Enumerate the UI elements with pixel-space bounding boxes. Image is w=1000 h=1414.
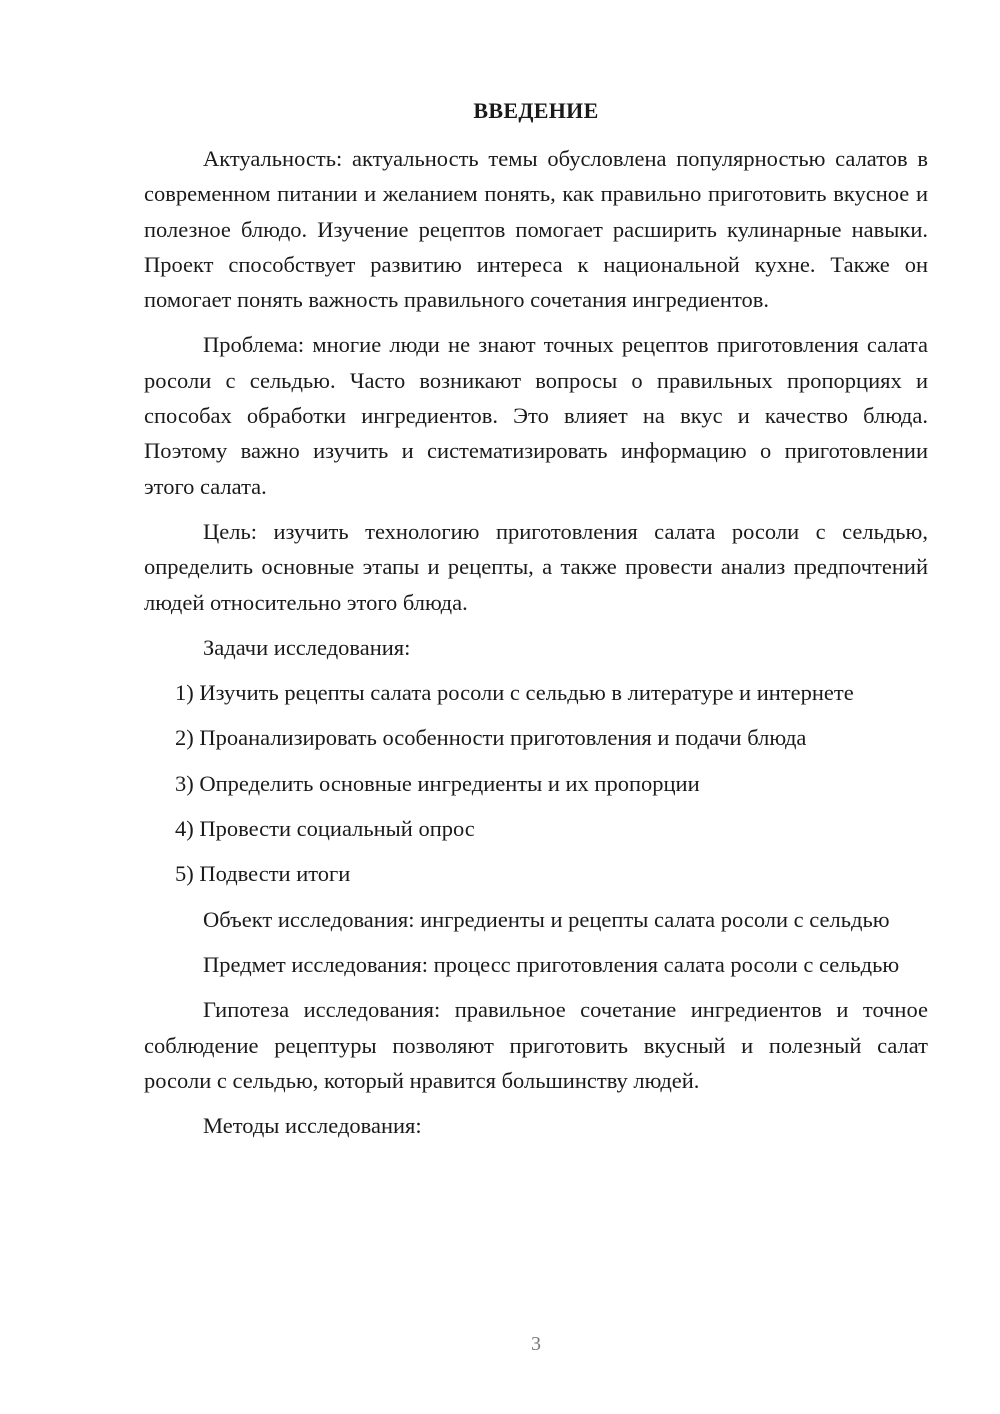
list-item: 2) Проанализировать особенности приготовления и подачи блюда xyxy=(175,725,807,751)
page-number: 3 xyxy=(531,1333,541,1355)
tasks-heading: Задачи исследования: xyxy=(203,634,411,660)
paragraph-object: Объект исследования: ингредиенты и рецепты салата росоли с сельдью xyxy=(203,906,890,932)
paragraph-hypothesis: Гипотеза исследования: правильное сочетание ингредиентов и точное соблюдение рецептуры позволяют приготовить вкусный и полезный салат росоли с сельдью, который нравится большинству людей. xyxy=(144,997,928,1093)
document-body xyxy=(144,141,928,1153)
paragraph-relevance: Актуальность: актуальность темы обусловлена популярностью салатов в современном питании и желанием понять, как правильно приготовить вкусное и полезное блюдо. Изучение рецептов помогает расширить кулинарные навыки. Проект способствует развитию интереса к национальной кухне. Также он помогает понять важность правильного сочетания ингредиентов. xyxy=(144,146,928,313)
list-item: 4) Провести социальный опрос xyxy=(175,816,475,842)
paragraph-subject: Предмет исследования: процесс приготовления салата росоли с сельдью xyxy=(203,951,900,977)
page-title: ВВЕДЕНИЕ xyxy=(473,98,599,123)
methods-heading: Методы исследования: xyxy=(203,1113,422,1139)
paragraph-goal: Цель: изучить технологию приготовления салата росоли с сельдью, определить основные этапы и рецепты, а также провести анализ предпочтений людей относительно этого блюда. xyxy=(144,518,928,615)
list-item: 5) Подвести итоги xyxy=(175,861,351,887)
list-item: 1) Изучить рецепты салата росоли с сельдью в литературе и интернете xyxy=(175,680,854,706)
tasks-list xyxy=(144,675,928,891)
paragraph-problem: Проблема: многие люди не знают точных рецептов приготовления салата росоли с сельдью. Часто возникают вопросы о правильных пропорциях и способах обработки ингредиентов. Это влияет на вкус и качество блюда. Поэтому важно изучить и систематизировать информацию о приготовлении этого салата. xyxy=(144,332,928,499)
list-item: 3) Определить основные ингредиенты и их пропорции xyxy=(175,770,700,796)
